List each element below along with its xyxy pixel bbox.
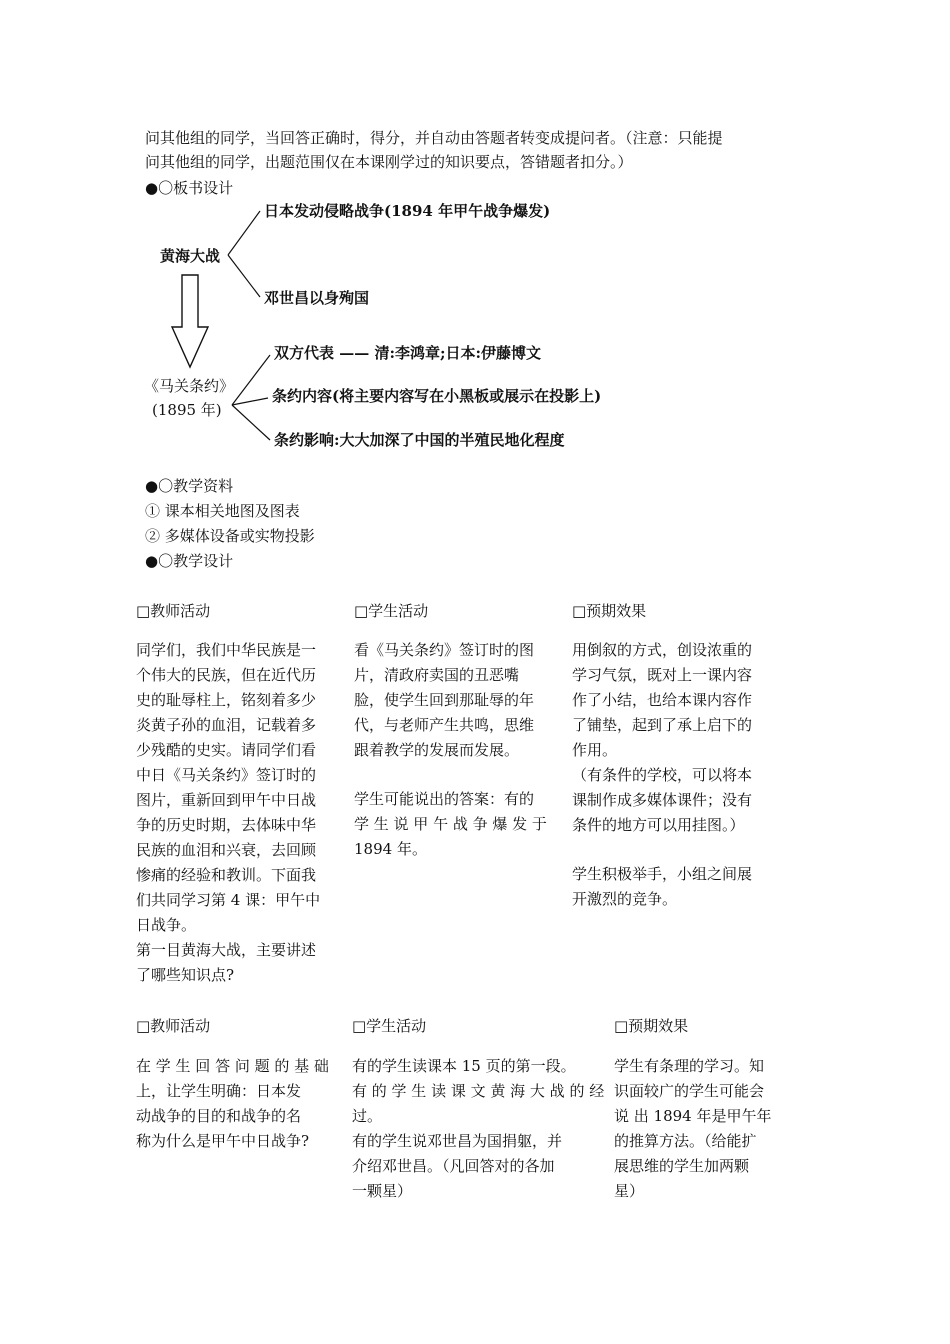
t1-teacher-line: 了哪些知识点? <box>136 966 235 984</box>
t1-student-line: 学 生 说 甲 午 战 争 爆 发 于 <box>354 815 547 833</box>
branch-text-1: 日本发动侵略战争(1894 年甲午战争爆发) <box>264 202 551 220</box>
t1-effect-line: 课制作成多媒体课件；没有 <box>572 791 753 809</box>
t2-teacher-column <box>136 1054 329 1154</box>
t1-effect-line: 作用。 <box>572 741 618 759</box>
t1-teacher-line: 少残酷的史实。请同学们看 <box>136 741 317 759</box>
t2-teacher-line: 动战争的目的和战争的名 <box>136 1107 302 1125</box>
intro-line-1: 问其他组的同学，当回答正确时，得分，并自动由答题者转变成提问者。（注意：只能提 <box>145 129 723 147</box>
down-arrow-icon <box>172 275 208 367</box>
t1-header-student: □学生活动 <box>354 602 429 620</box>
t1-teacher-column <box>136 638 320 988</box>
t2-effect-line: 识面较广的学生可能会 <box>614 1082 765 1100</box>
t2-student-line: 有的学生读课本 15 页的第一段。 <box>352 1057 576 1075</box>
t1-student-line: 代，与老师产生共鸣，思维 <box>354 716 535 734</box>
intro-paragraph <box>145 126 815 174</box>
branch-text-3: 双方代表 —— 清:李鸿章;日本:伊藤博文 <box>274 344 542 362</box>
t2-effect-line: 展思维的学生加两颗 <box>614 1157 750 1175</box>
t2-teacher-line: 在 学 生 回 答 问 题 的 基 础 <box>136 1057 329 1075</box>
branch-text-4: 条约内容(将主要内容写在小黑板或展示在投影上) <box>272 387 602 405</box>
t1-effect-line: 条件的地方可以用挂图。） <box>572 816 745 834</box>
t1-teacher-line: 民族的血泪和兴衰，去回顾 <box>136 841 317 859</box>
intro-line-2: 问其他组的同学，出题范围仅在本课刚学过的知识要点，答错题者扣分。） <box>145 153 633 171</box>
branch-line-5 <box>232 405 270 440</box>
t2-effect-column <box>614 1054 771 1204</box>
t1-teacher-line: 图片，重新回到甲午中日战 <box>136 791 317 809</box>
t2-student-line: 有的学生说邓世昌为国捐躯，并 <box>352 1132 563 1150</box>
t1-effect-line: 学生积极举手，小组之间展 <box>572 865 753 883</box>
t2-header-teacher: □教师活动 <box>136 1017 211 1035</box>
branch-line-1 <box>228 211 260 255</box>
t2-header-student: □学生活动 <box>352 1017 427 1035</box>
t1-teacher-line: 个伟大的民族，但在近代历 <box>136 666 317 684</box>
section-teaching-design: ●〇教学设计 <box>145 552 234 570</box>
section-board-design: ●〇板书设计 <box>145 179 234 197</box>
t2-student-column <box>352 1054 604 1204</box>
t2-student-line: 有 的 学 生 读 课 文 黄 海 大 战 的 经 <box>352 1082 605 1100</box>
t1-effect-line: 用倒叙的方式，创设浓重的 <box>572 641 753 659</box>
t2-effect-line: 的推算方法。（给能扩 <box>614 1132 757 1150</box>
t1-teacher-line: 史的耻辱柱上，铭刻着多少 <box>136 691 317 709</box>
t1-student-line: 片，清政府卖国的丑恶嘴 <box>354 666 520 684</box>
branch-line-2 <box>228 255 260 297</box>
t1-teacher-line: 第一目黄海大战，主要讲述 <box>136 941 317 959</box>
t1-effect-line: 开激烈的竞争。 <box>572 890 678 908</box>
branch-text-5: 条约影响:大大加深了中国的半殖民地化程度 <box>274 431 565 449</box>
t1-student-column <box>354 638 547 862</box>
t2-teacher-line: 称为什么是甲午中日战争? <box>136 1132 310 1150</box>
t2-teacher-line: 上，让学生明确：日本发 <box>136 1082 302 1100</box>
t1-header-teacher: □教师活动 <box>136 602 211 620</box>
t1-student-line: 看《马关条约》签订时的图 <box>354 641 535 659</box>
board-diagram <box>140 195 660 460</box>
t1-effect-line: （有条件的学校，可以将本 <box>572 766 753 784</box>
t1-student-line: 跟着教学的发展而发展。 <box>354 741 520 759</box>
t1-teacher-line: 炎黄子孙的血泪，记载着多 <box>136 716 317 734</box>
t1-student-line: 脸，使学生回到那耻辱的年 <box>354 691 535 709</box>
t1-effect-column <box>572 638 752 912</box>
t2-effect-line: 星） <box>614 1182 645 1200</box>
t1-teacher-line: 中日《马关条约》签订时的 <box>136 766 317 784</box>
material-item-1: ① 课本相关地图及图表 <box>145 502 300 520</box>
section-materials: ●〇教学资料 <box>145 477 234 495</box>
t1-effect-line: 了铺垫，起到了承上启下的 <box>572 716 753 734</box>
branch-line-4 <box>232 398 268 405</box>
t1-student-line: 学生可能说出的答案：有的 <box>354 790 535 808</box>
t2-effect-line: 说 出 1894 年是甲午年 <box>614 1107 772 1125</box>
node-treaty-year: (1895 年) <box>152 401 222 419</box>
branch-text-2: 邓世昌以身殉国 <box>264 289 370 307</box>
t1-student-line: 1894 年。 <box>354 840 427 858</box>
material-item-2: ② 多媒体设备或实物投影 <box>145 527 315 545</box>
t1-teacher-line: 惨痛的经验和教训。下面我 <box>136 866 317 884</box>
t1-teacher-line: 同学们，我们中华民族是一 <box>136 641 317 659</box>
t1-teacher-line: 日战争。 <box>136 916 197 934</box>
t2-student-line: 一颗星） <box>352 1182 413 1200</box>
node-treaty: 《马关条约》 <box>144 377 235 395</box>
t1-effect-line: 学习气氛，既对上一课内容 <box>572 666 753 684</box>
t1-teacher-line: 争的历史时期，去体味中华 <box>136 816 317 834</box>
t1-effect-line: 作了小结，也给本课内容作 <box>572 691 753 709</box>
t1-teacher-line: 们共同学习第 4 课：甲午中 <box>136 891 321 909</box>
t2-student-line: 过。 <box>352 1107 383 1125</box>
t2-student-line: 介绍邓世昌。（凡回答对的各加 <box>352 1157 555 1175</box>
branch-line-3 <box>232 355 270 405</box>
t2-header-effect: □预期效果 <box>614 1017 689 1035</box>
node-huanghai: 黄海大战 <box>160 247 221 265</box>
t2-effect-line: 学生有条理的学习。知 <box>614 1057 765 1075</box>
t1-header-effect: □预期效果 <box>572 602 647 620</box>
